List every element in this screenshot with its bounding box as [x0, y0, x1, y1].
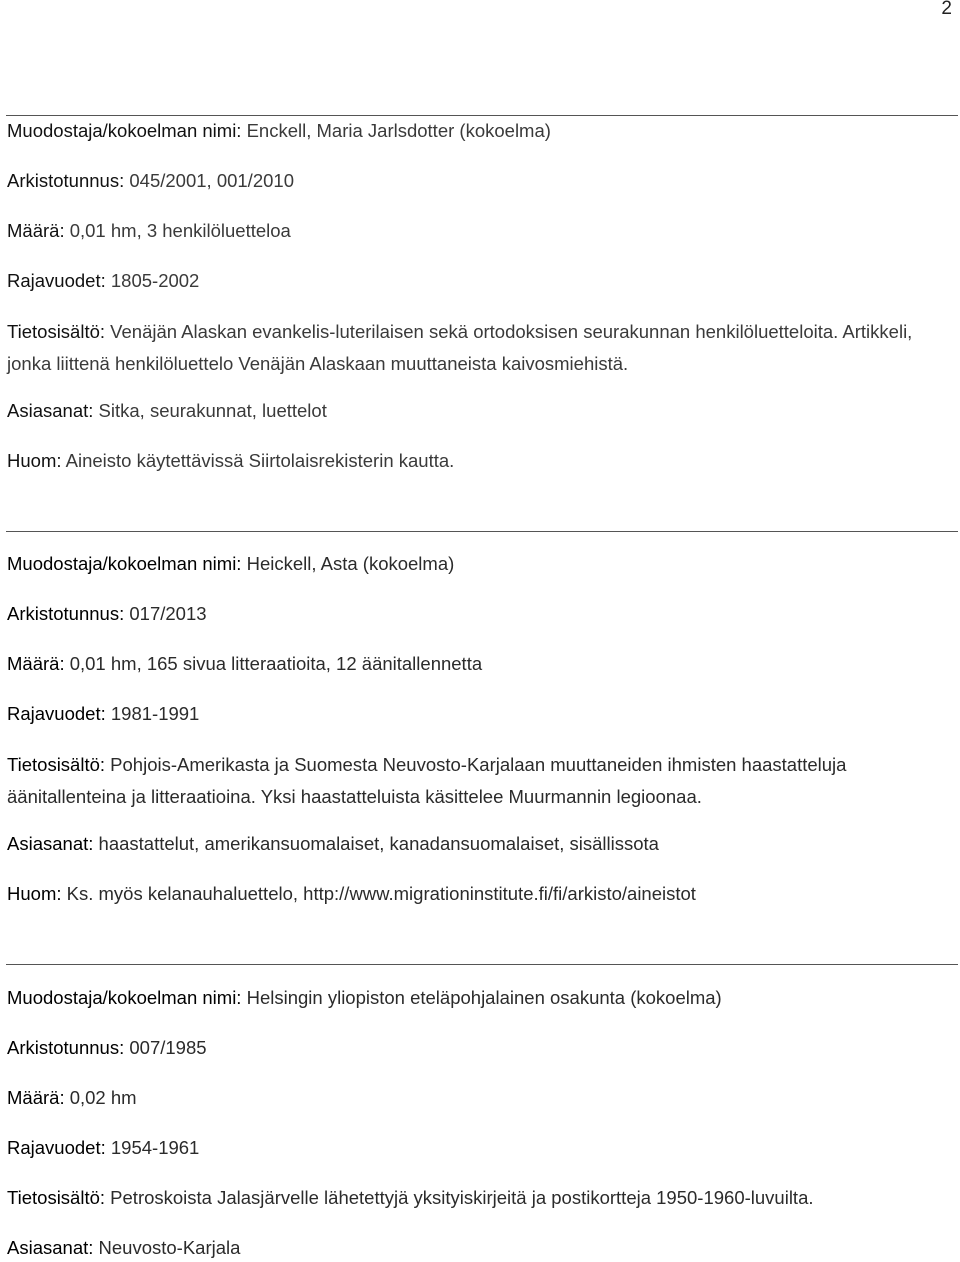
field-value: 0,01 hm, 165 sivua litteraatioita, 12 äänitallennetta — [64, 653, 483, 674]
archive-id-field — [7, 1035, 947, 1060]
archive-record — [7, 118, 947, 473]
amount-field — [7, 651, 947, 676]
field-label: Määrä: — [7, 653, 65, 674]
field-value: 007/1985 — [124, 1037, 207, 1058]
field-label: Asiasanat: — [7, 1237, 94, 1258]
field-label: Arkistotunnus: — [7, 1037, 125, 1058]
field-value: Aineisto käytettävissä Siirtolaisrekisterin kautta. — [61, 450, 455, 471]
record-divider — [6, 964, 958, 965]
field-label: Huom: — [7, 450, 62, 471]
field-label: Rajavuodet: — [7, 270, 106, 291]
field-label: Muodostaja/kokoelman nimi: — [7, 120, 242, 141]
field-label: Huom: — [7, 883, 62, 904]
content-description-field — [7, 316, 947, 380]
field-label: Arkistotunnus: — [7, 603, 125, 624]
field-label: Arkistotunnus: — [7, 170, 125, 191]
field-value: 1805-2002 — [105, 270, 200, 291]
field-value: Venäjän Alaskan evankelis-luterilaisen sekä ortodoksisen seurakunnan henkilöluetteloita. Artikkeli, jonka liittenä henkilöluettelo Venäjän Alaskaan muuttaneista kaivosmiehistä. — [7, 321, 918, 374]
field-label: Tietosisältö: — [7, 1187, 106, 1208]
field-value: 0,02 hm — [64, 1087, 137, 1108]
field-label: Rajavuodet: — [7, 703, 106, 724]
collection-name-field — [7, 985, 947, 1010]
field-value: haastattelut, amerikansuomalaiset, kanadansuomalaiset, sisällissota — [93, 833, 659, 854]
field-label: Määrä: — [7, 220, 65, 241]
keywords-field — [7, 1235, 947, 1260]
content-description-field — [7, 1185, 947, 1210]
year-range-field — [7, 268, 947, 293]
field-value: 017/2013 — [124, 603, 207, 624]
record-divider — [6, 531, 958, 532]
field-value: 0,01 hm, 3 henkilöluetteloa — [64, 220, 291, 241]
note-field — [7, 448, 947, 473]
field-label: Muodostaja/kokoelman nimi: — [7, 987, 242, 1008]
field-value: 045/2001, 001/2010 — [124, 170, 294, 191]
field-value: Ks. myös kelanauhaluettelo, http://www.migrationinstitute.fi/fi/arkisto/aineistot — [61, 883, 696, 904]
field-value: 1954-1961 — [105, 1137, 200, 1158]
field-label: Asiasanat: — [7, 833, 94, 854]
field-value: Enckell, Maria Jarlsdotter (kokoelma) — [241, 120, 551, 141]
field-value: Sitka, seurakunnat, luettelot — [93, 400, 327, 421]
record-divider — [6, 115, 958, 116]
collection-name-field — [7, 551, 947, 576]
field-label: Rajavuodet: — [7, 1137, 106, 1158]
amount-field — [7, 1085, 947, 1110]
field-label: Tietosisältö: — [7, 321, 106, 342]
field-value: Heickell, Asta (kokoelma) — [241, 553, 455, 574]
archive-id-field — [7, 601, 947, 626]
content-description-field — [7, 749, 947, 813]
amount-field — [7, 218, 947, 243]
archive-record — [7, 985, 947, 1260]
year-range-field — [7, 1135, 947, 1160]
archive-id-field — [7, 168, 947, 193]
note-field — [7, 881, 947, 906]
year-range-field — [7, 701, 947, 726]
keywords-field — [7, 831, 947, 856]
archive-record — [7, 551, 947, 906]
field-label: Tietosisältö: — [7, 754, 106, 775]
field-value: 1981-1991 — [105, 703, 200, 724]
field-value: Neuvosto-Karjala — [93, 1237, 241, 1258]
field-value: Helsingin yliopiston eteläpohjalainen osakunta (kokoelma) — [241, 987, 722, 1008]
field-label: Määrä: — [7, 1087, 65, 1108]
page-number: 2 — [941, 0, 952, 19]
field-label: Asiasanat: — [7, 400, 94, 421]
field-value: Petroskoista Jalasjärvelle lähetettyjä yksityiskirjeitä ja postikortteja 1950-1960-luvuilta. — [105, 1187, 814, 1208]
field-label: Muodostaja/kokoelman nimi: — [7, 553, 242, 574]
keywords-field — [7, 398, 947, 423]
collection-name-field — [7, 118, 947, 143]
field-value: Pohjois-Amerikasta ja Suomesta Neuvosto-Karjalaan muuttaneiden ihmisten haastatteluja äänitallenteina ja litteraatioina. Yksi haastatteluista käsittelee Muurmannin legioonaa. — [7, 754, 852, 807]
